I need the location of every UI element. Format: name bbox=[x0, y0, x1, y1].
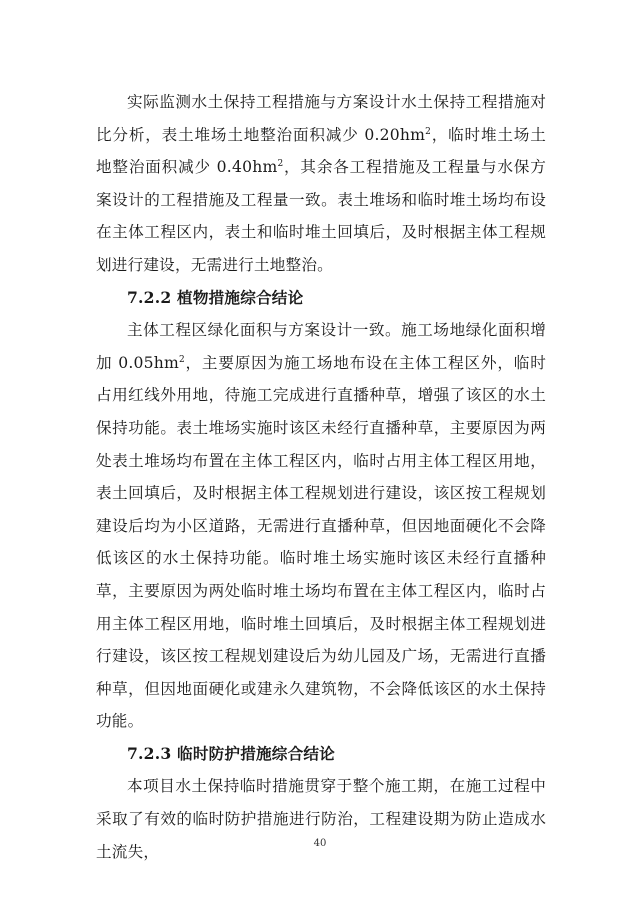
text-run: 本项目水土保持临时措施贯穿于整个施工期，在施工过程中采取了有效的临时防护措施进行防治，工程建设期为防止造成水土流失， bbox=[96, 777, 546, 861]
superscript: 2 bbox=[178, 354, 185, 365]
text-run: ，临时堆土场土地整治面积减少 0.40hm bbox=[96, 125, 546, 177]
section-heading-7-2-3: 7.2.3 临时防护措施综合结论 bbox=[127, 743, 335, 763]
paragraph-engineering-measures bbox=[96, 86, 546, 282]
text-run: ，主要原因为施工场地布设在主体工程区外，临时占用红线外用地，待施工完成进行直播种草，增强了该区的水土保持功能。表土堆场实施时该区未经行直播种草，主要原因为两处表土堆场均布置在主体工程区内，临时占用主体工程区用地，表土回填后，及时根据主体工程规划进行建设，该区按工程规划建设后均为小区道路，无需进行直播种草，但因地面硬化不会降低该区的水土保持功能。临时堆土场实施时该区未经行直播种草，主要原因为两处临时堆土场均布置在主体工程区内，临时占用主体工程区用地，临时堆土回填后，及时根据主体工程规划进行建设，该区按工程规划建设后为幼儿园及广场，无需进行直播种草，但因地面硬化或建永久建筑物，不会降低该区的水土保持功能。 bbox=[96, 353, 547, 731]
text-run: 主体工程区绿化面积与方案设计一致。施工场地绿化面积增加 0.05hm bbox=[96, 321, 546, 372]
superscript: 2 bbox=[425, 126, 432, 137]
text-run: ，其余各工程措施及工程量与水保方案设计的工程措施及工程量一致。表土堆场和临时堆土场均布设在主体工程区内，表土和临时堆土回填后，及时根据主体工程规划进行建设，无需进行土地整治。 bbox=[96, 158, 547, 274]
page-number: 40 bbox=[313, 838, 327, 849]
superscript: 2 bbox=[277, 159, 284, 169]
text-run: 实际监测水土保持工程措施与方案设计水土保持工程措施对比分析，表土堆场土地整治面积减少 0.20hm bbox=[96, 93, 546, 144]
section-heading-7-2-2: 7.2.2 植物措施综合结论 bbox=[127, 287, 304, 307]
paragraph-temporary-measures bbox=[96, 770, 546, 868]
paragraph-vegetation-measures bbox=[96, 314, 546, 738]
document-body bbox=[96, 86, 546, 868]
